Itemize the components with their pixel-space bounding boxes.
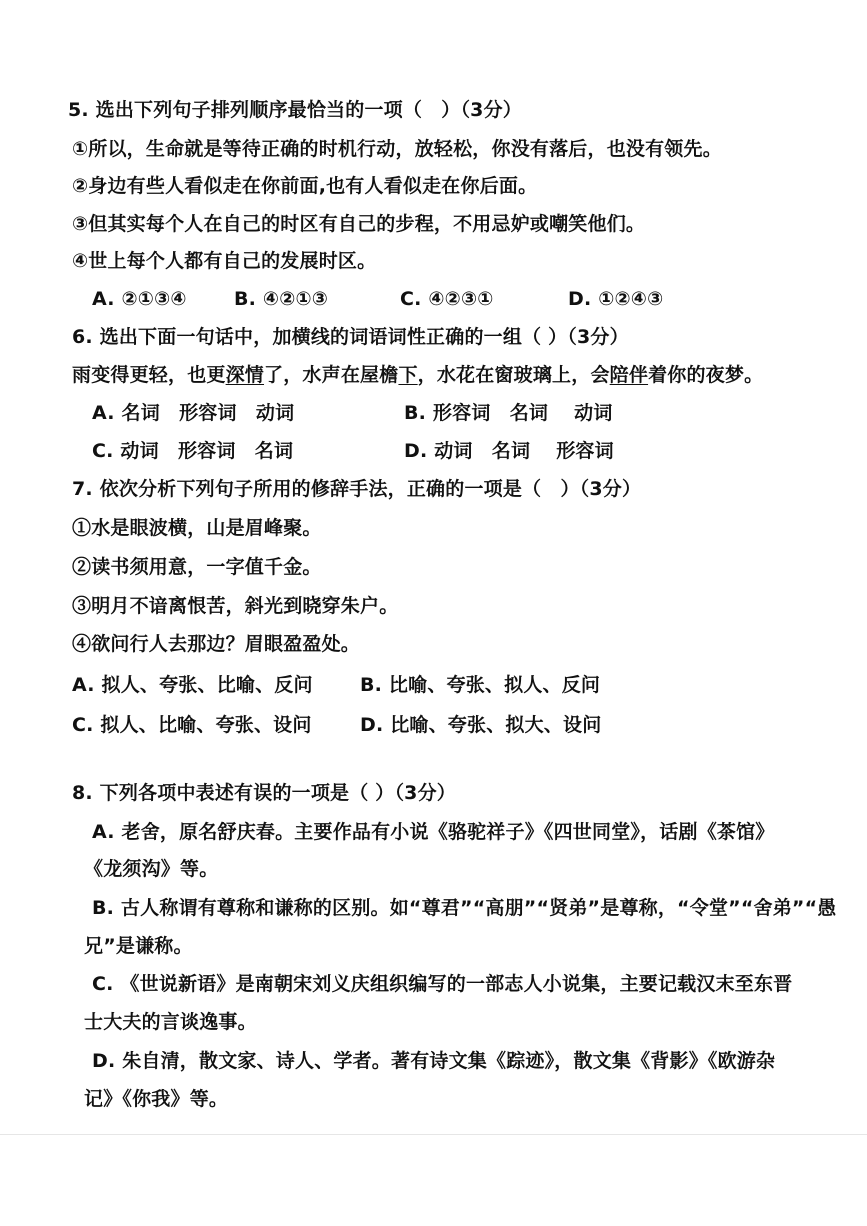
q5-item-3: ③但其实每个人在自己的时区有自己的步程，不用忌妒或嘲笑他们。 [72,213,646,235]
q6-underlined-word-1: 深情 [225,364,265,386]
q6-option-a: A. 名词 形容词 动词 [92,402,295,424]
q5-option-b: B. ④②①③ [234,288,329,310]
q5-option-c: C. ④②③① [400,288,494,310]
q8-option-c-line-1: C. 《世说新语》是南朝宋刘义庆组织编写的一部志人小说集，主要记载汉末至东晋 [92,973,793,995]
q7-item-2: ②读书须用意，一字值千金。 [72,556,322,578]
q8-option-a-line-1: A. 老舍，原名舒庆春。主要作品有小说《骆驼祥子》《四世同堂》，话剧《茶馆》 [92,821,775,843]
scan-divider [0,1134,867,1135]
q6-underlined-word-2: 下 [398,364,418,386]
q6-sentence-part: 雨变得更轻，也更 [72,364,226,386]
q7-option-b: B. 比喻、夸张、拟人、反问 [360,674,601,696]
q8-option-d-line-1: D. 朱自清，散文家、诗人、学者。著有诗文集《踪迹》，散文集《背影》《欧游杂 [92,1050,776,1072]
q7-option-d: D. 比喻、夸张、拟大、设问 [360,714,602,736]
q8-option-a-line-2: 《龙须沟》等。 [84,858,219,880]
q7-item-3: ③明月不谙离恨苦，斜光到晓穿朱户。 [72,595,399,617]
q8-stem: 8. 下列各项中表述有误的一项是（ ）（3分） [72,782,456,804]
q5-item-4: ④世上每个人都有自己的发展时区。 [72,250,377,272]
q8-option-c-line-2: 士大夫的言谈逸事。 [84,1011,257,1033]
q6-option-d: D. 动词 名词 形容词 [404,440,614,462]
q5-option-a: A. ②①③④ [92,288,187,310]
q8-option-b-line-1: B. 古人称谓有尊称和谦称的区别。如“尊君”“高朋”“贤弟”是尊称，“令堂”“舍弟”“愚 [92,897,837,919]
q6-sentence-part: ，水花在窗玻璃上，会 [417,364,610,386]
q7-option-a: A. 拟人、夸张、比喻、反问 [72,674,313,696]
q6-sentence [72,363,763,387]
q6-sentence-part: 了，水声在 [264,364,361,386]
q8-option-d-line-2: 记》《你我》等。 [84,1088,229,1110]
q7-option-c: C. 拟人、比喻、夸张、设问 [72,714,312,736]
q6-stem: 6. 选出下面一句话中，加横线的词语词性正确的一组（ ）（3分） [72,326,629,348]
q8-option-b-line-2: 兄”是谦称。 [84,935,193,957]
q7-item-4: ④欲问行人去那边？眉眼盈盈处。 [72,633,361,655]
q6-underlined-word-3: 陪伴 [609,364,649,386]
q5-stem: 5. 选出下列句子排列顺序最恰当的一项（ ）（3分） [68,99,522,121]
q6-sentence-part: 着你的夜梦。 [648,364,764,386]
q6-sentence-part: 屋檐 [360,364,399,386]
q7-item-1: ①水是眼波横，山是眉峰聚。 [72,517,322,539]
q6-option-c: C. 动词 形容词 名词 [92,440,294,462]
q5-item-2: ②身边有些人看似走在你前面,也有人看似走在你后面。 [72,175,538,197]
q6-option-b: B. 形容词 名词 动词 [404,402,613,424]
q5-option-d: D. ①②④③ [568,288,664,310]
q7-stem: 7. 依次分析下列句子所用的修辞手法，正确的一项是（ ）（3分） [72,478,642,500]
q5-item-1: ①所以，生命就是等待正确的时机行动，放轻松，你没有落后，也没有领先。 [72,138,722,160]
